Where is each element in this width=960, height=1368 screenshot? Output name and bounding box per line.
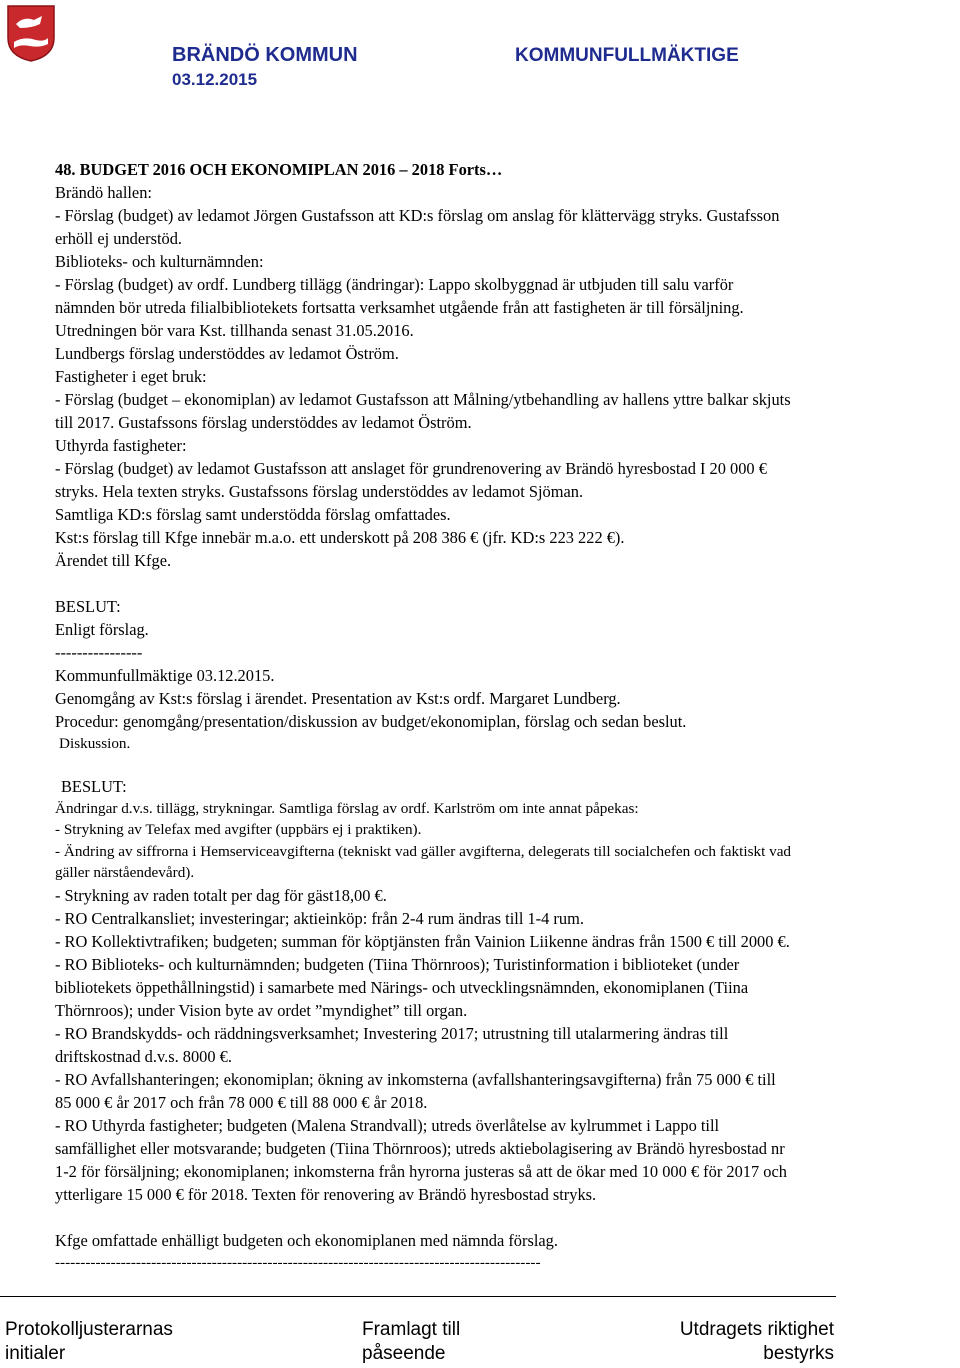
beslut-heading-2: BESLUT: [61,776,127,796]
section-title: 48. BUDGET 2016 OCH EKONOMIPLAN 2016 – 2018 Forts… [55,160,503,179]
change-line: - Ändring av siffrorna i Hemserviceavgifterna (tekniskt vad gäller avgifterna, delegerats till socialchefen och faktiskt vad [55,842,792,860]
municipality-name: BRÄNDÖ KOMMUN [172,44,358,66]
change-line: driftskostnad d.v.s. 8000 €. [55,1046,232,1066]
body-line: Fastigheter i eget bruk: [55,367,207,386]
footer-label: Framlagt till [362,1319,461,1340]
municipal-crest-icon [6,4,56,62]
footer-label: Utdragets riktighet [679,1319,834,1340]
change-line: gäller närståendevård). [55,864,195,881]
body-line: - Förslag (budget) av ledamot Gustafsson att anslaget för grundrenovering av Brändö hyresbostad I 20 000 € [55,459,767,478]
body-line: - Förslag (budget) av ledamot Jörgen Gustafsson att KD:s förslag om anslag för klättervägg stryks. Gustafsson [55,206,780,225]
kf-line: Procedur: genomgång/presentation/diskussion av budget/ekonomiplan, förslag och sedan beslut. [55,712,687,731]
separator-line: ---------------- [55,643,143,662]
footer-rule [0,1296,836,1297]
final-separator: ------------------------------------------------------------------------------------------------ [55,1253,541,1271]
diskussion-line: Diskussion. [59,735,131,752]
body-line: till 2017. Gustafssons förslag understöddes av ledamot Öström. [55,413,472,432]
body-line: Ärendet till Kfge. [55,551,172,570]
body-line: nämnden bör utreda filialbibliotekets fortsatta verksamhet utgående från att fastigheten är till försäljning. [55,298,744,317]
footer-signatures [5,1318,173,1366]
footer-label: initialer [5,1343,66,1364]
footer-certification [656,1318,834,1366]
change-line: samfällighet eller motsvarande; budgeten (Tiina Thörnroos); utreds aktiebolagisering av Brändö hyresbostad nr [55,1138,785,1158]
body-line: stryks. Hela texten stryks. Gustafssons förslag understöddes av ledamot Sjöman. [55,482,584,501]
footer-public-display [362,1318,460,1366]
change-line: - RO Biblioteks- och kulturnämnden; budgeten (Tiina Thörnroos); Turistinformation i biblioteket (under [55,954,740,974]
change-line: bibliotekets öppethållningstid) i samarbete med Närings- och utvecklingsnämnden, ekonomiplanen (Tiina [55,977,749,997]
change-line: - RO Centralkansliet; investeringar; aktieinköp: från 2-4 rum ändras till 1-4 rum. [55,908,584,928]
body-line: Utredningen bör vara Kst. tillhanda senast 31.05.2016. [55,321,414,340]
body-line: Biblioteks- och kulturnämnden: [55,252,264,271]
body-line: Samtliga KD:s förslag samt understödda förslag omfattades. [55,505,451,524]
body-line: - Förslag (budget – ekonomiplan) av ledamot Gustafsson att Målning/ytbehandling av hallens yttre balkar skjuts [55,390,791,409]
body-line: Uthyrda fastigheter: [55,436,187,455]
footer-label: Protokolljusterarnas [5,1319,173,1340]
kf-line: Kommunfullmäktige 03.12.2015. [55,666,275,685]
change-line: ytterligare 15 000 € för 2018. Texten för renovering av Brändö hyresbostad stryks. [55,1184,597,1204]
body-line: Brändö hallen: [55,183,152,202]
kf-line: Genomgång av Kst:s förslag i ärendet. Presentation av Kst:s ordf. Margaret Lundberg. [55,689,621,708]
change-line: - Strykning av Telefax med avgifter (uppbärs ej i praktiken). [55,821,422,838]
change-line: Ändringar d.v.s. tillägg, strykningar. Samtliga förslag av ordf. Karlström om inte annat påpekas: [55,799,639,817]
change-line: - RO Uthyrda fastigheter; budgeten (Malena Strandvall); utreds överlåtelse av kylrummet i Lappo till [55,1115,720,1135]
body-line: erhöll ej understöd. [55,229,182,248]
change-line: - Strykning av raden totalt per dag för gäst18,00 €. [55,885,387,905]
council-name: KOMMUNFULLMÄKTIGE [515,45,739,66]
beslut-heading: BESLUT: [55,597,121,616]
body-line: - Förslag (budget) av ordf. Lundberg tillägg (ändringar): Lappo skolbyggnad är utbjuden till salu varför [55,275,734,294]
change-line: Thörnroos); under Vision byte av ordet ”myndighet” till organ. [55,1000,468,1020]
change-line: - RO Brandskydds- och räddningsverksamhet; Investering 2017; utrustning till utalarmering ändras till [55,1023,729,1043]
body-line: Lundbergs förslag understöddes av ledamot Öström. [55,344,399,363]
footer-label: bestyrks [763,1343,834,1364]
protocol-body [55,158,960,1273]
meeting-date: 03.12.2015 [172,70,258,89]
change-line: - RO Kollektivtrafiken; budgeten; summan för köptjänsten från Vainion Liikenne ändras från 1500 € till 2000 €. [55,931,790,951]
footer-label: påseende [362,1343,446,1364]
final-decision: Kfge omfattade enhälligt budgeten och ekonomiplanen med nämnda förslag. [55,1230,558,1250]
change-line: 1-2 för försäljning; ekonomiplanen; inkomsterna från hyrorna justeras så att de ökar med 10 000 € för 2017 och [55,1161,787,1181]
change-line: - RO Avfallshanteringen; ekonomiplan; ökning av inkomsterna (avfallshanteringsavgifterna) från 75 000 € till [55,1069,776,1089]
body-line: Kst:s förslag till Kfge innebär m.a.o. ett underskott på 208 386 € (jfr. KD:s 223 222 €). [55,528,625,547]
beslut-text: Enligt förslag. [55,620,149,639]
change-line: 85 000 € år 2017 och från 78 000 € till 88 000 € år 2018. [55,1092,428,1112]
